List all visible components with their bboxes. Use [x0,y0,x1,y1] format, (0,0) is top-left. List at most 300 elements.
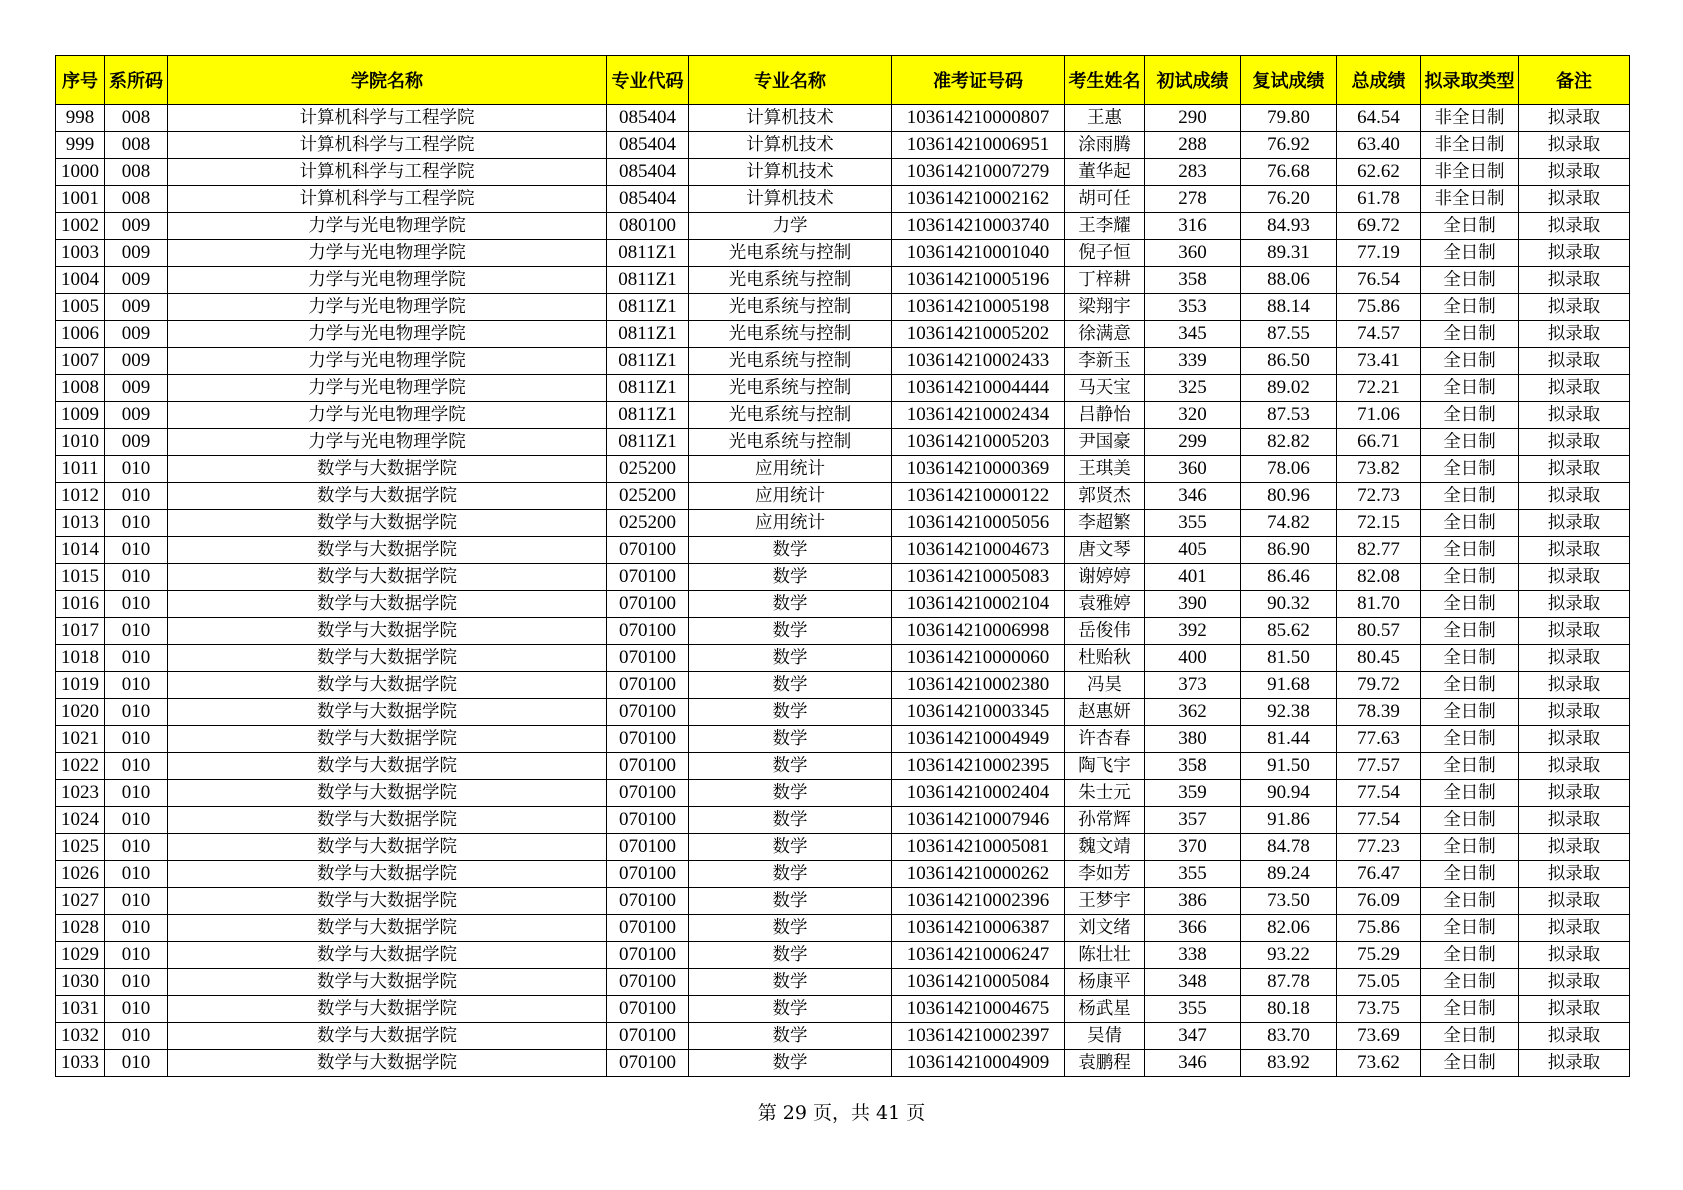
col-total-cell: 75.29 [1337,942,1421,969]
col-name-cell: 马天宝 [1065,375,1145,402]
col-prelim-cell: 353 [1145,294,1241,321]
col-retest-cell: 88.14 [1241,294,1337,321]
col-type-cell: 全日制 [1421,267,1519,294]
col-total-cell: 64.54 [1337,105,1421,132]
col-type-cell: 全日制 [1421,780,1519,807]
col-index-cell: 1020 [56,699,105,726]
col-prelim-cell: 400 [1145,645,1241,672]
col-prelim-cell: 401 [1145,564,1241,591]
col-prelim-cell: 373 [1145,672,1241,699]
col-dept-code-cell: 010 [105,537,168,564]
col-retest-cell: 76.92 [1241,132,1337,159]
col-type-cell: 全日制 [1421,672,1519,699]
col-name-cell: 李超繁 [1065,510,1145,537]
col-name-cell: 李新玉 [1065,348,1145,375]
col-type-cell: 全日制 [1421,402,1519,429]
col-major-cell: 数学 [689,834,892,861]
col-name-cell: 孙常辉 [1065,807,1145,834]
col-prelim-cell: 358 [1145,267,1241,294]
col-name-cell: 李如芳 [1065,861,1145,888]
col-dept-code-cell: 009 [105,429,168,456]
col-type-cell: 全日制 [1421,618,1519,645]
col-exam-id-cell: 103614210002104 [892,591,1065,618]
col-type-cell: 非全日制 [1421,186,1519,213]
col-prelim-cell: 338 [1145,942,1241,969]
col-index-cell: 1017 [56,618,105,645]
col-total-cell: 72.73 [1337,483,1421,510]
table-row [56,105,1630,132]
col-major-cell: 光电系统与控制 [689,267,892,294]
col-remark-cell: 拟录取 [1519,807,1630,834]
col-exam-id-cell: 103614210005084 [892,969,1065,996]
col-name-cell: 徐满意 [1065,321,1145,348]
col-major-cell: 数学 [689,780,892,807]
col-index-cell: 1006 [56,321,105,348]
col-major-cell: 应用统计 [689,510,892,537]
col-retest-cell: 90.32 [1241,591,1337,618]
col-index-cell: 1018 [56,645,105,672]
col-remark-header: 备注 [1519,56,1630,105]
col-type-cell: 全日制 [1421,537,1519,564]
col-major-code-cell: 070100 [607,780,689,807]
col-remark-cell: 拟录取 [1519,1050,1630,1077]
col-remark-cell: 拟录取 [1519,726,1630,753]
col-major-cell: 数学 [689,699,892,726]
col-dept-code-cell: 010 [105,510,168,537]
col-dept-code-cell: 010 [105,780,168,807]
col-exam-id-cell: 103614210005083 [892,564,1065,591]
col-dept-code-cell: 009 [105,240,168,267]
col-remark-cell: 拟录取 [1519,402,1630,429]
col-total-cell: 82.08 [1337,564,1421,591]
col-retest-cell: 86.90 [1241,537,1337,564]
col-name-cell: 赵惠妍 [1065,699,1145,726]
col-major-code-cell: 025200 [607,456,689,483]
col-index-cell: 1025 [56,834,105,861]
col-exam-id-cell: 103614210005203 [892,429,1065,456]
col-school-cell: 数学与大数据学院 [168,699,607,726]
col-remark-cell: 拟录取 [1519,861,1630,888]
col-remark-cell: 拟录取 [1519,105,1630,132]
col-index-cell: 1024 [56,807,105,834]
col-major-code-header: 专业代码 [607,56,689,105]
col-total-cell: 77.63 [1337,726,1421,753]
table-row [56,186,1630,213]
col-major-cell: 数学 [689,537,892,564]
col-retest-cell: 82.06 [1241,915,1337,942]
col-prelim-cell: 366 [1145,915,1241,942]
col-school-cell: 数学与大数据学院 [168,510,607,537]
col-major-cell: 应用统计 [689,483,892,510]
col-exam-id-cell: 103614210005196 [892,267,1065,294]
col-school-cell: 数学与大数据学院 [168,780,607,807]
table-row [56,780,1630,807]
col-exam-id-cell: 103614210000262 [892,861,1065,888]
col-dept-code-header: 系所码 [105,56,168,105]
col-retest-cell: 81.44 [1241,726,1337,753]
col-major-cell: 计算机技术 [689,105,892,132]
col-remark-cell: 拟录取 [1519,699,1630,726]
col-major-code-cell: 0811Z1 [607,402,689,429]
col-school-cell: 数学与大数据学院 [168,564,607,591]
col-type-cell: 全日制 [1421,429,1519,456]
table-row [56,942,1630,969]
col-exam-id-cell: 103614210006387 [892,915,1065,942]
col-major-code-cell: 0811Z1 [607,321,689,348]
col-retest-cell: 86.50 [1241,348,1337,375]
col-remark-cell: 拟录取 [1519,375,1630,402]
col-index-cell: 1027 [56,888,105,915]
col-total-cell: 61.78 [1337,186,1421,213]
col-prelim-cell: 283 [1145,159,1241,186]
col-prelim-cell: 355 [1145,996,1241,1023]
col-exam-id-cell: 103614210006951 [892,132,1065,159]
col-school-cell: 数学与大数据学院 [168,1050,607,1077]
col-prelim-cell: 316 [1145,213,1241,240]
col-exam-id-cell: 103614210004675 [892,996,1065,1023]
col-index-cell: 1028 [56,915,105,942]
col-prelim-cell: 390 [1145,591,1241,618]
col-school-cell: 数学与大数据学院 [168,888,607,915]
col-exam-id-cell: 103614210007946 [892,807,1065,834]
col-total-cell: 76.09 [1337,888,1421,915]
col-major-code-cell: 070100 [607,564,689,591]
col-major-cell: 数学 [689,672,892,699]
col-major-cell: 数学 [689,969,892,996]
col-remark-cell: 拟录取 [1519,1023,1630,1050]
col-prelim-cell: 320 [1145,402,1241,429]
col-index-cell: 1004 [56,267,105,294]
col-remark-cell: 拟录取 [1519,915,1630,942]
col-major-code-cell: 070100 [607,753,689,780]
col-retest-cell: 86.46 [1241,564,1337,591]
table-row [56,1050,1630,1077]
col-school-cell: 数学与大数据学院 [168,807,607,834]
col-school-cell: 数学与大数据学院 [168,483,607,510]
col-type-cell: 全日制 [1421,969,1519,996]
col-retest-cell: 92.38 [1241,699,1337,726]
col-retest-cell: 91.68 [1241,672,1337,699]
col-major-code-cell: 0811Z1 [607,375,689,402]
col-dept-code-cell: 010 [105,1050,168,1077]
col-school-cell: 数学与大数据学院 [168,537,607,564]
col-exam-id-cell: 103614210000122 [892,483,1065,510]
col-type-cell: 全日制 [1421,726,1519,753]
col-type-cell: 全日制 [1421,240,1519,267]
col-major-cell: 光电系统与控制 [689,429,892,456]
col-school-cell: 数学与大数据学院 [168,726,607,753]
col-school-cell: 数学与大数据学院 [168,618,607,645]
col-prelim-cell: 405 [1145,537,1241,564]
col-dept-code-cell: 010 [105,942,168,969]
col-major-cell: 数学 [689,1050,892,1077]
table-row [56,213,1630,240]
col-dept-code-cell: 010 [105,645,168,672]
col-type-cell: 全日制 [1421,888,1519,915]
col-school-cell: 数学与大数据学院 [168,942,607,969]
col-remark-cell: 拟录取 [1519,186,1630,213]
col-major-cell: 数学 [689,996,892,1023]
col-total-cell: 71.06 [1337,402,1421,429]
col-school-cell: 数学与大数据学院 [168,996,607,1023]
col-school-header: 学院名称 [168,56,607,105]
col-exam-id-cell: 103614210002404 [892,780,1065,807]
col-major-code-cell: 085404 [607,159,689,186]
col-dept-code-cell: 010 [105,726,168,753]
col-type-cell: 全日制 [1421,510,1519,537]
col-dept-code-cell: 009 [105,267,168,294]
col-major-code-cell: 070100 [607,1023,689,1050]
col-dept-code-cell: 010 [105,564,168,591]
col-remark-cell: 拟录取 [1519,510,1630,537]
col-prelim-header: 初试成绩 [1145,56,1241,105]
col-prelim-cell: 347 [1145,1023,1241,1050]
col-major-cell: 光电系统与控制 [689,321,892,348]
col-exam-id-cell: 103614210002434 [892,402,1065,429]
col-name-cell: 吴倩 [1065,1023,1145,1050]
col-major-code-cell: 070100 [607,645,689,672]
table-row [56,861,1630,888]
col-dept-code-cell: 010 [105,861,168,888]
col-remark-cell: 拟录取 [1519,780,1630,807]
col-major-header: 专业名称 [689,56,892,105]
col-exam-id-cell: 103614210003740 [892,213,1065,240]
col-remark-cell: 拟录取 [1519,888,1630,915]
col-school-cell: 数学与大数据学院 [168,915,607,942]
col-type-cell: 非全日制 [1421,105,1519,132]
col-index-cell: 1026 [56,861,105,888]
col-type-cell: 全日制 [1421,294,1519,321]
table-row [56,483,1630,510]
col-total-cell: 72.15 [1337,510,1421,537]
col-school-cell: 力学与光电物理学院 [168,429,607,456]
col-school-cell: 计算机科学与工程学院 [168,159,607,186]
col-major-code-cell: 070100 [607,807,689,834]
col-retest-cell: 90.94 [1241,780,1337,807]
col-name-cell: 杨康平 [1065,969,1145,996]
col-total-cell: 76.54 [1337,267,1421,294]
col-retest-cell: 74.82 [1241,510,1337,537]
col-major-code-cell: 070100 [607,915,689,942]
col-type-cell: 全日制 [1421,861,1519,888]
page-footer: 第 29 页，共 41 页 [757,1102,926,1124]
col-remark-cell: 拟录取 [1519,834,1630,861]
col-total-cell: 75.86 [1337,294,1421,321]
col-retest-header: 复试成绩 [1241,56,1337,105]
col-prelim-cell: 386 [1145,888,1241,915]
col-major-cell: 数学 [689,915,892,942]
col-exam-id-cell: 103614210003345 [892,699,1065,726]
col-name-cell: 杨武星 [1065,996,1145,1023]
col-total-cell: 73.75 [1337,996,1421,1023]
col-index-cell: 1010 [56,429,105,456]
table-row [56,456,1630,483]
col-major-code-cell: 085404 [607,132,689,159]
col-retest-cell: 82.82 [1241,429,1337,456]
col-dept-code-cell: 010 [105,996,168,1023]
col-prelim-cell: 357 [1145,807,1241,834]
col-dept-code-cell: 010 [105,672,168,699]
col-index-cell: 1007 [56,348,105,375]
col-retest-cell: 87.78 [1241,969,1337,996]
col-dept-code-cell: 010 [105,1023,168,1050]
col-total-cell: 69.72 [1337,213,1421,240]
col-school-cell: 力学与光电物理学院 [168,240,607,267]
col-type-header: 拟录取类型 [1421,56,1519,105]
col-name-cell: 袁鹏程 [1065,1050,1145,1077]
col-total-cell: 73.82 [1337,456,1421,483]
table-row [56,321,1630,348]
col-name-cell: 冯昊 [1065,672,1145,699]
col-retest-cell: 84.93 [1241,213,1337,240]
col-index-cell: 999 [56,132,105,159]
table-row [56,996,1630,1023]
col-remark-cell: 拟录取 [1519,456,1630,483]
col-index-cell: 1023 [56,780,105,807]
col-major-cell: 光电系统与控制 [689,240,892,267]
table-row [56,402,1630,429]
col-school-cell: 计算机科学与工程学院 [168,132,607,159]
col-remark-cell: 拟录取 [1519,321,1630,348]
col-dept-code-cell: 009 [105,348,168,375]
col-index-cell: 1029 [56,942,105,969]
col-retest-cell: 89.24 [1241,861,1337,888]
col-type-cell: 全日制 [1421,996,1519,1023]
table-row [56,537,1630,564]
col-name-cell: 王李耀 [1065,213,1145,240]
col-prelim-cell: 359 [1145,780,1241,807]
col-type-cell: 全日制 [1421,456,1519,483]
col-total-cell: 80.45 [1337,645,1421,672]
col-exam-id-cell: 103614210002433 [892,348,1065,375]
col-name-cell: 魏文靖 [1065,834,1145,861]
col-total-cell: 73.62 [1337,1050,1421,1077]
col-retest-cell: 83.92 [1241,1050,1337,1077]
col-index-cell: 1014 [56,537,105,564]
col-retest-cell: 89.31 [1241,240,1337,267]
col-name-cell: 吕静怡 [1065,402,1145,429]
col-name-cell: 郭贤杰 [1065,483,1145,510]
col-major-code-cell: 070100 [607,726,689,753]
col-major-code-cell: 070100 [607,699,689,726]
col-name-cell: 谢婷婷 [1065,564,1145,591]
col-dept-code-cell: 010 [105,969,168,996]
col-major-code-cell: 070100 [607,942,689,969]
table-row [56,699,1630,726]
col-prelim-cell: 346 [1145,1050,1241,1077]
col-total-cell: 63.40 [1337,132,1421,159]
col-retest-cell: 79.80 [1241,105,1337,132]
col-exam-id-cell: 103614210002380 [892,672,1065,699]
col-major-cell: 光电系统与控制 [689,375,892,402]
col-remark-cell: 拟录取 [1519,240,1630,267]
col-index-cell: 1005 [56,294,105,321]
col-name-cell: 梁翔宇 [1065,294,1145,321]
col-major-code-cell: 070100 [607,888,689,915]
col-exam-id-cell: 103614210004949 [892,726,1065,753]
table-row [56,429,1630,456]
col-major-cell: 数学 [689,753,892,780]
col-exam-id-cell: 103614210002397 [892,1023,1065,1050]
col-exam-id-cell: 103614210004444 [892,375,1065,402]
table-row [56,969,1630,996]
col-major-code-cell: 070100 [607,591,689,618]
table-row [56,591,1630,618]
col-total-header: 总成绩 [1337,56,1421,105]
col-type-cell: 全日制 [1421,699,1519,726]
col-prelim-cell: 299 [1145,429,1241,456]
col-dept-code-cell: 010 [105,618,168,645]
col-index-cell: 1021 [56,726,105,753]
col-major-cell: 数学 [689,645,892,672]
col-index-cell: 1030 [56,969,105,996]
col-prelim-cell: 360 [1145,456,1241,483]
col-major-code-cell: 070100 [607,861,689,888]
col-dept-code-cell: 009 [105,402,168,429]
col-dept-code-cell: 010 [105,699,168,726]
col-dept-code-cell: 010 [105,483,168,510]
col-major-code-cell: 025200 [607,510,689,537]
col-major-cell: 应用统计 [689,456,892,483]
col-retest-cell: 76.68 [1241,159,1337,186]
col-type-cell: 非全日制 [1421,159,1519,186]
col-school-cell: 数学与大数据学院 [168,672,607,699]
col-remark-cell: 拟录取 [1519,213,1630,240]
col-remark-cell: 拟录取 [1519,618,1630,645]
col-major-cell: 计算机技术 [689,186,892,213]
col-exam-id-cell: 103614210000369 [892,456,1065,483]
col-name-cell: 丁梓耕 [1065,267,1145,294]
col-index-cell: 1009 [56,402,105,429]
col-retest-cell: 78.06 [1241,456,1337,483]
col-remark-cell: 拟录取 [1519,159,1630,186]
col-exam-id-cell: 103614210002395 [892,753,1065,780]
col-total-cell: 79.72 [1337,672,1421,699]
col-school-cell: 力学与光电物理学院 [168,348,607,375]
col-index-cell: 1016 [56,591,105,618]
table-row [56,672,1630,699]
col-name-cell: 杜贻秋 [1065,645,1145,672]
col-type-cell: 全日制 [1421,645,1519,672]
col-exam-id-cell: 103614210007279 [892,159,1065,186]
col-major-code-cell: 070100 [607,996,689,1023]
col-dept-code-cell: 009 [105,294,168,321]
col-exam-id-cell: 103614210005202 [892,321,1065,348]
col-dept-code-cell: 008 [105,186,168,213]
col-exam-id-cell: 103614210000807 [892,105,1065,132]
admission-table [55,55,1630,1077]
table-row [56,645,1630,672]
col-name-cell: 陈壮壮 [1065,942,1145,969]
col-dept-code-cell: 008 [105,159,168,186]
col-major-code-cell: 070100 [607,618,689,645]
col-index-cell: 1002 [56,213,105,240]
col-major-cell: 数学 [689,807,892,834]
col-retest-cell: 87.53 [1241,402,1337,429]
col-exam-id-cell: 103614210006247 [892,942,1065,969]
col-dept-code-cell: 008 [105,132,168,159]
col-index-cell: 1013 [56,510,105,537]
col-remark-cell: 拟录取 [1519,942,1630,969]
col-major-code-cell: 0811Z1 [607,429,689,456]
col-type-cell: 全日制 [1421,807,1519,834]
col-major-cell: 计算机技术 [689,132,892,159]
col-total-cell: 77.57 [1337,753,1421,780]
col-total-cell: 81.70 [1337,591,1421,618]
col-major-code-cell: 085404 [607,105,689,132]
col-name-cell: 陶飞宇 [1065,753,1145,780]
col-exam-id-cell: 103614210000060 [892,645,1065,672]
